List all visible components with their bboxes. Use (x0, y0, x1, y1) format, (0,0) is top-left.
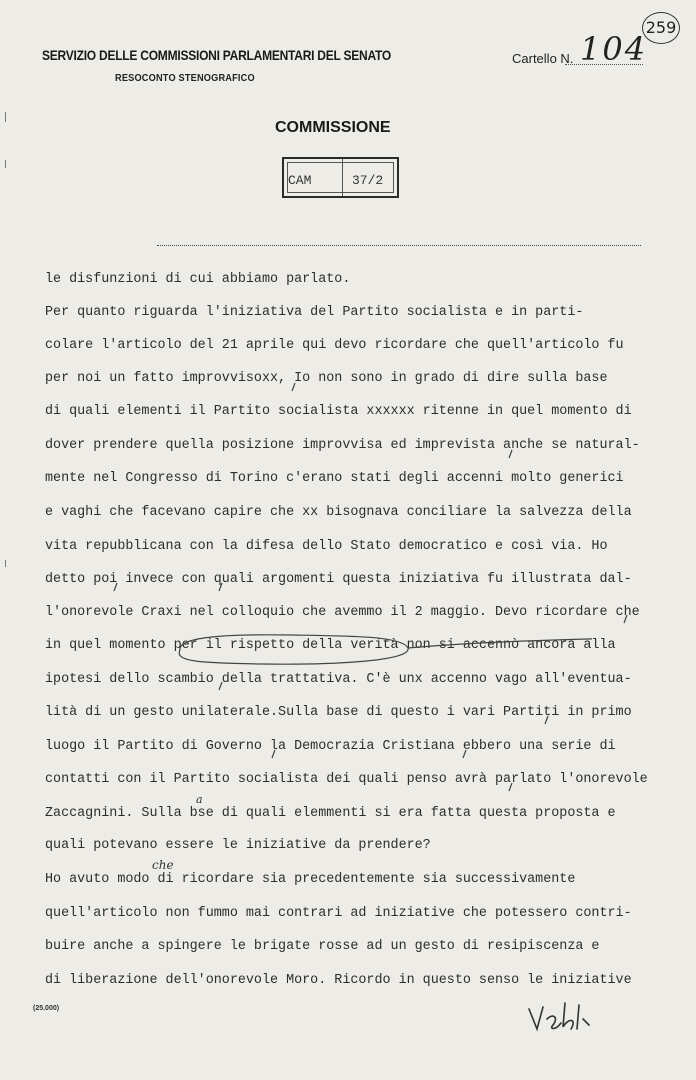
handwritten-signature (525, 995, 595, 1035)
body-line: l'onorevole Craxi nel colloquio che avemmo il 2 maggio. Devo ricordare che (45, 605, 640, 620)
reference-box-left: CAM (288, 173, 312, 188)
body-line: luogo il Partito di Governo la Democrazia Cristiana ebbero una serie di (45, 739, 616, 754)
handwritten-circle-annotation (172, 632, 592, 668)
body-line: di quali elementi il Partito socialista xxxxxx ritenne in quel momento di (45, 404, 632, 419)
page-number-circled: 259 (642, 12, 680, 44)
cartello-label: Cartello N. (512, 51, 574, 66)
body-line: le disfunzioni di cui abbiamo parlato. (45, 272, 351, 287)
body-line: colare l'articolo del 21 aprile qui devo ricordare che quell'articolo fu (45, 338, 624, 353)
body-line: detto poi invece con quali argomenti questa iniziativa fu illustrata dal- (45, 572, 632, 587)
body-line: Per quanto riguarda l'iniziativa del Partito socialista e in parti- (45, 305, 584, 320)
body-line: per noi un fatto improvvisoxx, Io non sono in grado di dire sulla base (45, 371, 608, 386)
body-line: buire anche a spingere le brigate rosse ad un gesto di resipiscenza e (45, 939, 600, 954)
body-line: dover prendere quella posizione improvvisa ed imprevista anche se natural- (45, 438, 640, 453)
commissione-title: COMMISSIONE (275, 119, 391, 136)
margin-mark (5, 160, 6, 168)
body-line: ipotesi dello scambio della trattativa. C'è unx accenno vago all'eventua- (45, 672, 632, 687)
body-line: lità di un gesto unilaterale.Sulla base di questo i vari Partiti in primo (45, 705, 632, 720)
reference-box-divider (342, 159, 343, 196)
margin-mark (5, 112, 6, 122)
body-line: quali potevano essere le iniziative da prendere? (45, 838, 431, 853)
body-line: mente nel Congresso di Torino c'erano stati degli accenni molto generici (45, 471, 624, 486)
footer-print-code: (25.000) (33, 1005, 60, 1012)
body-line: vita repubblicana con la difesa dello Stato democratico e così via. Ho (45, 539, 608, 554)
body-line: Zaccagnini. Sulla bse di quali elemmenti si era fatta questa proposta e (45, 806, 616, 821)
reference-box-right: 37/2 (352, 173, 384, 188)
service-header: SERVIZIO DELLE COMMISSIONI PARLAMENTARI DEL SENATO (42, 47, 391, 63)
resoconto-subtitle: RESOCONTO STENOGRAFICO (115, 73, 255, 84)
margin-mark (5, 560, 6, 567)
handwritten-insertion: che (152, 858, 174, 872)
dotted-separator (157, 245, 641, 246)
cartello-number: 104 (580, 30, 648, 68)
body-line: contatti con il Partito socialista dei quali penso avrà parlato l'onorevole (45, 772, 648, 787)
body-line: di liberazione dell'onorevole Moro. Ricordo in questo senso le iniziative (45, 973, 632, 988)
body-line: e vaghi che facevano capire che xx bisognava conciliare la salvezza della (45, 505, 632, 520)
handwritten-insertion: a (196, 793, 203, 806)
body-line: in quel momento per il rispetto della verità non si accennò ancora alla (45, 638, 616, 653)
body-line: Ho avuto modo di ricordare sia precedentemente sia successivamente (45, 872, 576, 887)
body-line: quell'articolo non fummo mai contrari ad iniziative che potessero contri- (45, 906, 632, 921)
